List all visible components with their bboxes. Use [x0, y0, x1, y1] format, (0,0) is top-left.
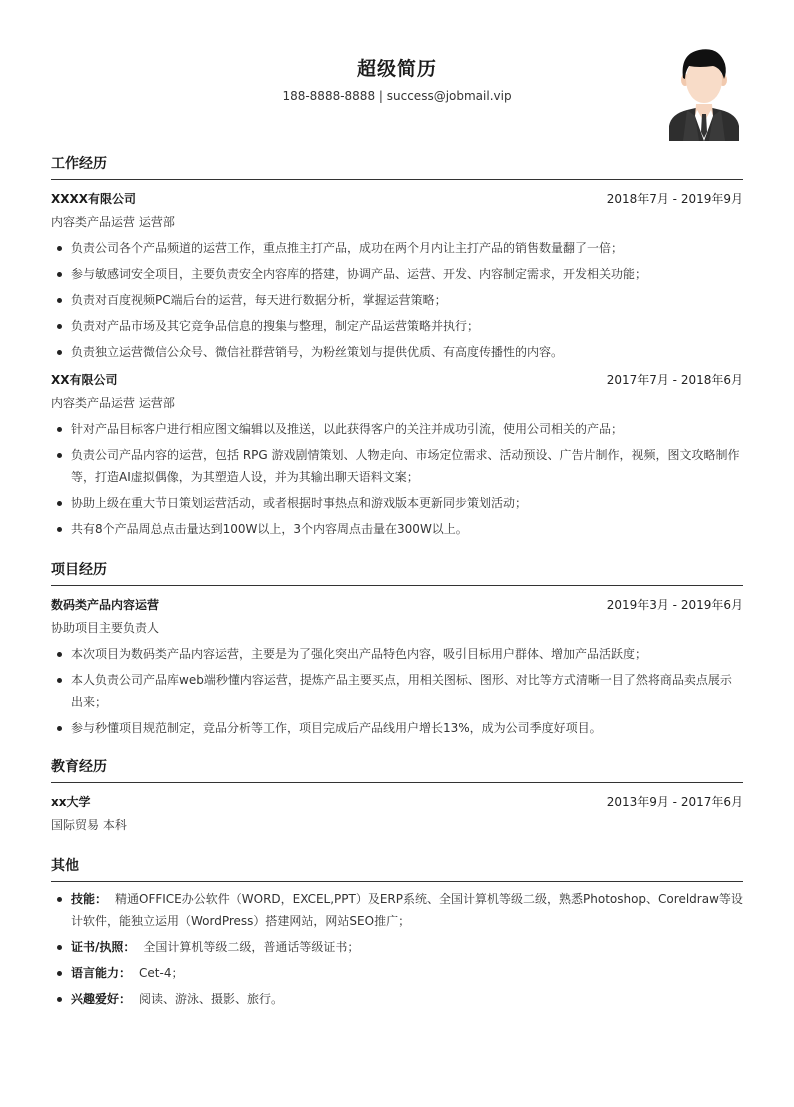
- list-item: 负责对产品市场及其它竞争品信息的搜集与整理，制定产品运营策略并执行；: [51, 315, 743, 337]
- date-range: 2019年3月 - 2019年6月: [606, 597, 743, 612]
- work-entry: [51, 186, 743, 363]
- list-item: 共有8个产品周总点击量达到100W以上，3个内容周点击量在300W以上。: [51, 518, 743, 540]
- school-name: xx大学: [51, 794, 91, 809]
- section-title-work: 工作经历: [51, 150, 743, 180]
- item-text: 全国计算机等级二级，普通话等级证书；: [143, 940, 360, 954]
- list-item: 负责公司各个产品频道的运营工作，重点推主打产品，成功在两个月内让主打产品的销售数量翻了一倍；: [51, 237, 743, 259]
- section-title-project: 项目经历: [51, 556, 743, 586]
- list-item: [51, 888, 743, 932]
- other-section: [51, 852, 743, 1010]
- candidate-name: 超级简历: [356, 58, 437, 80]
- section-title-education: 教育经历: [51, 753, 743, 783]
- item-label: 技能：: [71, 892, 108, 906]
- company-name: XX有限公司: [51, 372, 118, 387]
- item-text: 阅读、游泳、摄影、旅行。: [139, 992, 284, 1006]
- work-entry: [51, 367, 743, 540]
- list-item: 本人负责公司产品库web端秒懂内容运营，提炼产品主要买点，用相关图标、图形、对比等方式清晰一目了然将商品卖点展示出来；: [51, 669, 743, 713]
- duty-list: [51, 418, 743, 540]
- section-title-other: 其他: [51, 852, 743, 882]
- list-item: 参与敏感词安全项目，主要负责安全内容库的搭建，协调产品、运营、开发、内容制定需求，开发相关功能；: [51, 263, 743, 285]
- date-range: 2017年7月 - 2018年6月: [606, 372, 743, 387]
- item-label: 语言能力：: [71, 966, 132, 980]
- item-label: 证书/执照：: [71, 940, 136, 954]
- item-label: 兴趣爱好：: [71, 992, 132, 1006]
- list-item: 负责独立运营微信公众号、微信社群营销号，为粉丝策划与提供优质、有高度传播性的内容。: [51, 341, 743, 363]
- date-range: 2013年9月 - 2017年6月: [606, 794, 743, 809]
- duty-list: [51, 643, 743, 739]
- list-item: 本次项目为数码类产品内容运营，主要是为了强化突出产品特色内容，吸引目标用户群体、增加产品活跃度；: [51, 643, 743, 665]
- other-list: [51, 888, 743, 1010]
- job-role: 内容类产品运营 运营部: [51, 396, 175, 410]
- education-section: [51, 753, 743, 837]
- list-item: 协助上级在重大节日策划运营活动，或者根据时事热点和游戏版本更新同步策划活动；: [51, 492, 743, 514]
- avatar: [669, 46, 739, 141]
- list-item: [51, 962, 743, 984]
- major-degree: 国际贸易 本科: [51, 818, 127, 832]
- education-entry: [51, 789, 743, 837]
- item-text: Cet-4；: [139, 966, 184, 980]
- list-item: 负责对百度视频PC端后台的运营，每天进行数据分析，掌握运营策略；: [51, 289, 743, 311]
- list-item: [51, 988, 743, 1010]
- project-experience-section: [51, 556, 743, 739]
- resume-header: [51, 0, 743, 150]
- project-name: 数码类产品内容运营: [51, 597, 160, 612]
- company-name: XXXX有限公司: [51, 191, 137, 206]
- project-entry: [51, 592, 743, 739]
- duty-list: [51, 237, 743, 363]
- list-item: 针对产品目标客户进行相应图文编辑以及推送，以此获得客户的关注并成功引流，使用公司相关的产品；: [51, 418, 743, 440]
- item-text: 精通OFFICE办公软件（WORD，EXCEL,PPT）及ERP系统、全国计算机等级二级，熟悉Photoshop、Coreldraw等设计软件，能独立运用（WordPress）搭建网站，网站SEO推广；: [71, 892, 743, 928]
- list-item: 参与秒懂项目规范制定，竞品分析等工作，项目完成后产品线用户增长13%，成为公司季度好项目。: [51, 717, 743, 739]
- contact-info: 188-8888-8888 | success@jobmail.vip: [282, 89, 512, 103]
- list-item: 负责公司产品内容的运营，包括 RPG 游戏剧情策划、人物走向、市场定位需求、活动预设、广告片制作，视频，图文攻略制作等，打造AI虚拟偶像，为其塑造人设，并为其输出聊天语料文案；: [51, 444, 743, 488]
- date-range: 2018年7月 - 2019年9月: [606, 191, 743, 206]
- list-item: [51, 936, 743, 958]
- work-experience-section: [51, 150, 743, 540]
- job-role: 内容类产品运营 运营部: [51, 215, 175, 229]
- resume-page: [51, 0, 743, 1014]
- project-role: 协助项目主要负责人: [51, 621, 160, 635]
